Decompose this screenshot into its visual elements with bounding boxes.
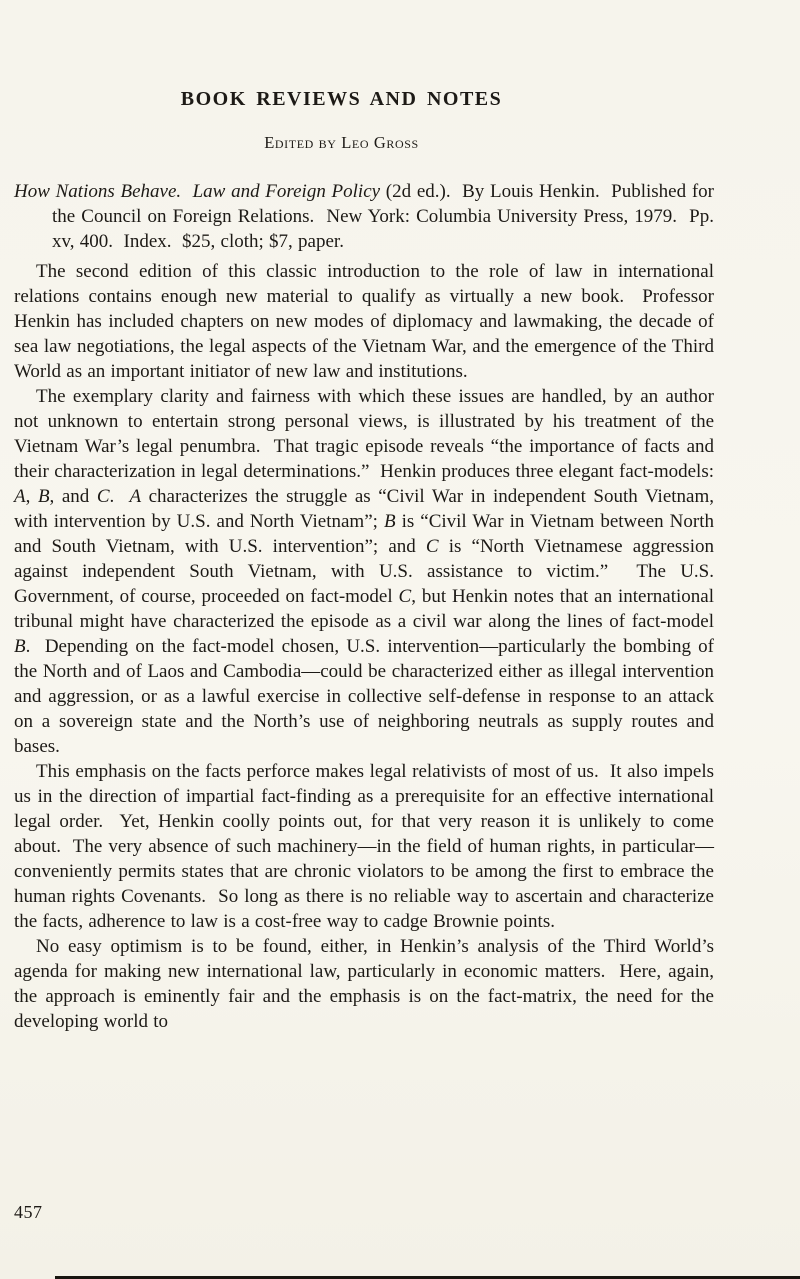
text-run: , but Henkin notes that an international tribunal might have characterized the episode as a civil war along the lines of fact-model xyxy=(14,586,714,632)
text-run: . xyxy=(109,486,130,507)
body-paragraphs xyxy=(14,259,714,1034)
paragraph xyxy=(14,259,714,384)
page-title: BOOK REVIEWS AND NOTES xyxy=(180,88,503,110)
text-run: (2d ed.). By Louis Henkin. Published for the Council on Foreign Relations. New York: Columbia University Press, 1979. Pp. xv, 400. Index. $25, cloth; $7, paper. xyxy=(52,181,714,252)
text-run: The second edition of this classic introduction to the role of law in international relations contains enough new material to qualify as virtually a new book. Professor Henkin has included chapters on new modes of diplomacy and lawmaking, the decade of sea law negotiations, the legal aspects of the Vietnam War, and the emergence of the Third World as an important initiator of new law and institutions. xyxy=(14,261,714,382)
text-block xyxy=(14,0,714,1034)
paragraph xyxy=(14,384,714,759)
paragraph xyxy=(14,759,714,934)
italic-text-run: C xyxy=(425,536,439,557)
page-number: 457 xyxy=(14,1202,43,1222)
text-run: This emphasis on the facts perforce makes legal relativists of most of us. It also impels us in the direction of impartial fact-finding as a prerequisite for an effective international legal order. Yet, Henkin coolly points out, for that very reason it is unlikely to come about. The very absence of such machinery—in the field of human rights, in particular—conveniently permits states that are chronic violators to be among the first to embrace the human rights Covenants. So long as there is no reliable way to ascertain and characterize the facts, adherence to law is a cost-free way to cadge Brownie points. xyxy=(14,761,714,932)
text-run: The exemplary clarity and fairness with which these issues are handled, by an author not unknown to entertain strong personal views, is illustrated by his treatment of the Vietnam War’s legal penumbra. That tragic episode reveals “the importance of facts and their characterization in legal determinations.” Henkin produces three elegant fact-models: xyxy=(14,386,714,482)
italic-text-run: How Nations Behave. Law and Foreign Policy xyxy=(14,181,381,202)
text-run: characterizes the struggle as “Civil War in independent South Vietnam, with intervention by U.S. and North Vietnam”; xyxy=(14,486,715,532)
book-citation xyxy=(14,179,714,254)
italic-text-run: A xyxy=(14,486,26,507)
italic-text-run: C xyxy=(96,486,110,507)
text-run: . Depending on the fact-model chosen, U.S. intervention—particularly the bombing of the North and of Laos and Cambodia—could be characterized either as illegal intervention and aggression, or as a lawful exercise in collective self-defense in response to an attack on a sovereign state and the North’s use of neighboring neutrals as supply routes and bases. xyxy=(14,636,714,757)
paragraph xyxy=(14,934,714,1034)
editor-byline: Edited by Leo Gross xyxy=(264,133,419,152)
text-run: is “Civil War in Vietnam between North and South Vietnam, with U.S. intervention”; and xyxy=(14,511,714,557)
text-run: , xyxy=(25,486,38,507)
text-run: , and xyxy=(49,486,97,507)
italic-text-run: B xyxy=(383,511,396,532)
italic-text-run: B xyxy=(37,486,50,507)
text-run: is “North Vietnamese aggression against independent South Vietnam, with U.S. assistance to victim.” The U.S. Government, of course, proceeded on fact-model xyxy=(14,536,714,607)
text-run: No easy optimism is to be found, either, in Henkin’s analysis of the Third World’s agenda for making new international law, particularly in economic matters. Here, again, the approach is eminently fair and the emphasis is on the fact-matrix, the need for the developing world to xyxy=(14,936,714,1032)
italic-text-run: B xyxy=(14,636,26,657)
italic-text-run: A xyxy=(129,486,142,507)
italic-text-run: C xyxy=(398,586,412,607)
